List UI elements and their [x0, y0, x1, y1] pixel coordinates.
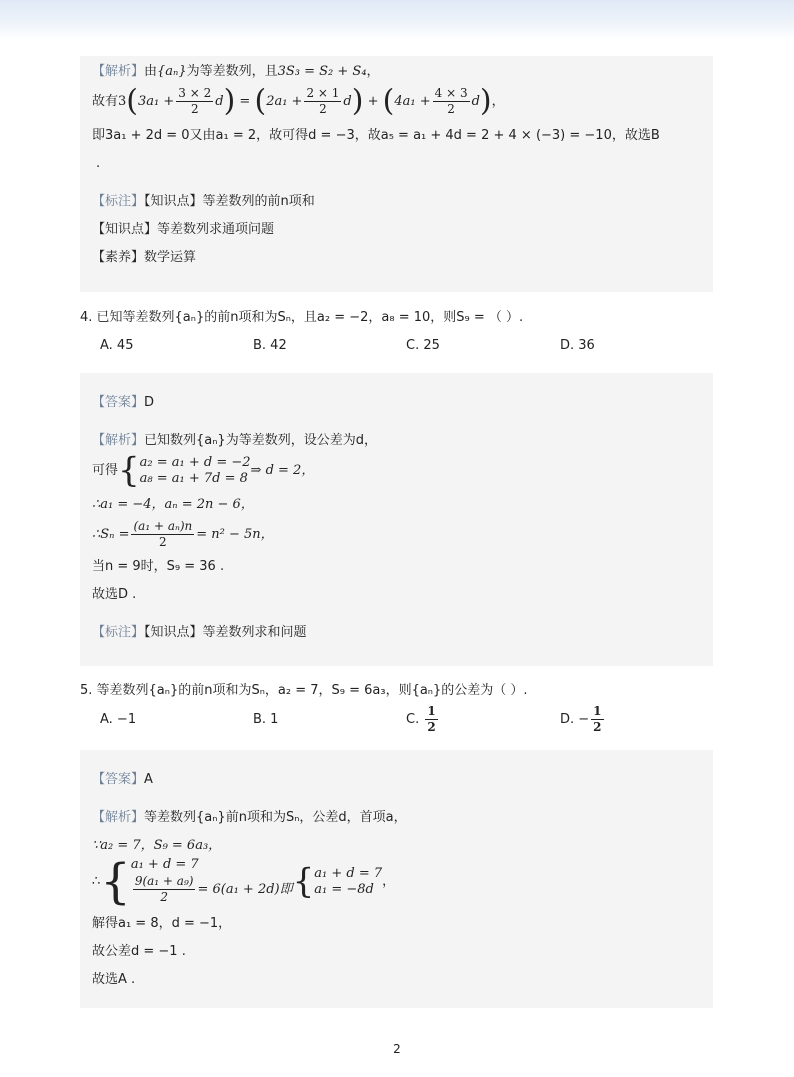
analysis-tag: 【解析】 — [92, 810, 145, 825]
analysis-line-2: 可得{ a₂ = a₁ + d = −2 a₈ = a₁ + 7d = 8 ⇒ d = 2， — [92, 450, 315, 491]
question-4-option-b: B. 42 — [253, 338, 287, 353]
answer-value: A — [144, 772, 153, 787]
answer-line — [92, 393, 154, 413]
fraction: $\frac{3 \times 2}{2}$ — [178, 86, 212, 116]
question-4-stem: 4. 已知等差数列{aₙ}的前n项和为Sₙ，且a₂ = −2，a₈ = 10，则S₉ = （ ）. — [80, 310, 524, 325]
question-5-option-a: A. −1 — [100, 712, 137, 727]
question-5-option-b: B. 1 — [253, 712, 279, 727]
analysis-line-4: 解得a₁ = 8，d = −1， — [92, 916, 232, 931]
question-4-option-c: C. 25 — [406, 338, 440, 353]
analysis-line-4: ∴Sₙ = $\frac{\text{(a₁ + aₙ)n}}{2}$ = n² − 5n， — [92, 519, 274, 549]
analysis-line-2: 故有3(3a₁ + $\frac{3 \times 2}{2}$ d) = (2a₁ + $\frac{2 \times 1}{2}$ d) + (4a₁ + $\frac{4 \times 3}{2}$ d)， — [92, 83, 505, 119]
annotation-tag: 【标注】 — [92, 625, 145, 640]
answer-value: D — [144, 395, 155, 410]
analysis-line-3: ∴a₁ = −4，aₙ = 2n − 6， — [92, 497, 254, 512]
question-4-option-a: A. 45 — [100, 338, 134, 353]
analysis-line-5: 故公差d = −1 . — [92, 944, 186, 959]
fraction: $\frac{\text{(a₁ + aₙ)n}}{2}$ — [133, 519, 193, 549]
equation-system: a₁ + d = 7 a₁ = −8d — [314, 865, 383, 897]
annotation-tag: 【标注】 — [92, 194, 145, 209]
solution-box-q5 — [80, 750, 713, 1008]
equation-system: a₁ + d = 7 $\frac{\text{9(a₁ + a₉)}}{2}$ = 6(a₁ + 2d)即 — [130, 856, 293, 904]
answer-tag: 【答案】 — [92, 395, 145, 410]
question-5-stem: 5. 等差数列{aₙ}的前n项和为Sₙ，a₂ = 7，S₉ = 6a₃，则{aₙ}的公差为（ ）. — [80, 683, 528, 698]
answer-line — [92, 770, 153, 790]
analysis-line-5: 当n = 9时，S₉ = 36 . — [92, 559, 225, 574]
analysis-line-6: 故选D . — [92, 587, 137, 602]
knowledge-point-line: 【知识点】等差数列求通项问题 — [92, 222, 275, 237]
analysis-line-2: ∵a₂ = 7，S₉ = 6a₃， — [92, 838, 222, 853]
fraction: $\frac{1}{2}$ — [427, 704, 436, 734]
analysis-line-1: 【解析】等差数列{aₙ}前n项和为Sₙ，公差d，首项a， — [92, 810, 407, 825]
question-4-option-d: D. 36 — [560, 338, 595, 353]
answer-tag: 【答案】 — [92, 772, 145, 787]
fraction: $\frac{\text{9(a₁ + a₉)}}{2}$ — [134, 873, 194, 904]
page-number: 2 — [393, 1042, 401, 1056]
solution-box-q4 — [80, 373, 713, 666]
fraction: $\frac{1}{2}$ — [593, 704, 602, 734]
question-5-option-d: D. − $\frac{1}{2}$ — [560, 704, 602, 734]
fraction: $\frac{4 \times 3}{2}$ — [434, 86, 468, 116]
annotation-line: 【标注】【知识点】等差数列求和问题 — [92, 625, 307, 640]
analysis-line-3: ∴{ a₁ + d = 7 $\frac{\text{9(a₁ + a₉)}}{2}$ = 6(a₁ + 2d)即 { a₁ + d = 7 a₁ = −8d ， — [92, 853, 396, 910]
question-5-option-c: C. $\frac{1}{2}$ — [406, 704, 436, 734]
analysis-line-4: . — [96, 156, 101, 171]
page-header-band — [0, 0, 794, 40]
equation-system: a₂ = a₁ + d = −2 a₈ = a₁ + 7d = 8 — [139, 454, 251, 486]
analysis-tag: 【解析】 — [92, 433, 145, 448]
analysis-line-6: 故选A . — [92, 972, 136, 987]
analysis-tag: 【解析】 — [92, 64, 145, 79]
literacy-line: 【素养】数学运算 — [92, 250, 197, 265]
fraction: $\frac{2 \times 1}{2}$ — [306, 86, 340, 116]
analysis-line-3: 即3a₁ + 2d = 0又由a₁ = 2，故可得d = −3，故a₅ = a₁ + 4d = 2 + 4 × (−3) = −10，故选B — [92, 128, 660, 143]
analysis-line-1: 【解析】已知数列{aₙ}为等差数列，设公差为d， — [92, 433, 377, 448]
solution-box-q3 — [80, 56, 713, 292]
analysis-line-1: 【解析】由{aₙ}为等差数列，且3S₃ = S₂ + S₄， — [92, 64, 380, 79]
annotation-line: 【标注】【知识点】等差数列的前n项和 — [92, 194, 315, 209]
